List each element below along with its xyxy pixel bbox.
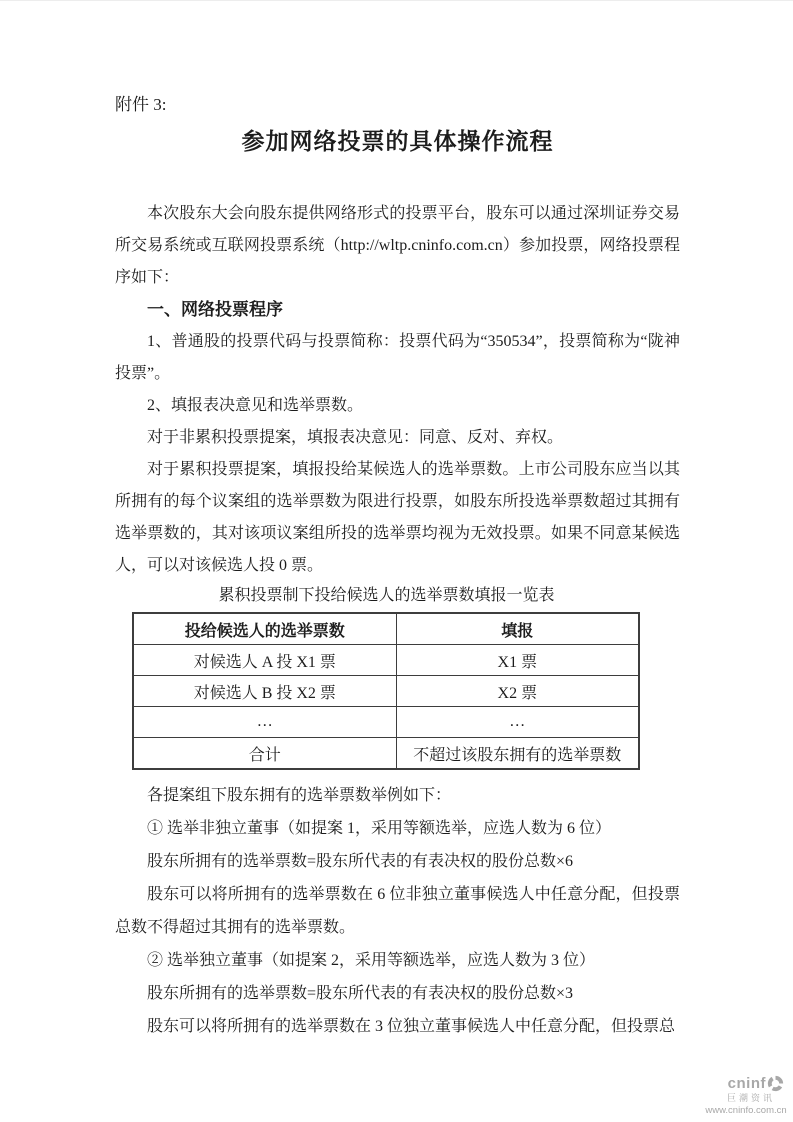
attachment-label: 附件 3:	[115, 95, 167, 114]
table-cell: X1 票	[396, 645, 639, 676]
paragraph-vote-code: 1、普通股的投票代码与投票简称：投票代码为“350534”，投票简称为“陇神投票”。	[115, 333, 680, 382]
paragraph-formula-2: 股东所拥有的选举票数=股东所代表的有表决权的股份总数×3	[147, 985, 574, 1002]
table-row	[133, 707, 639, 738]
table-header-cell-votes: 投给候选人的选举票数	[133, 613, 396, 645]
table-row	[133, 645, 639, 676]
page-title: 参加网络投票的具体操作流程	[241, 128, 554, 154]
cninfo-logo	[702, 1075, 790, 1116]
table-header-cell-fill: 填报	[396, 613, 639, 645]
paragraph-intro: 本次股东大会向股东提供网络形式的投票平台，股东可以通过深圳证券交易所交易系统或互联网投票系统（http://wltp.cninfo.com.cn）参加投票，网络投票程序如下：	[115, 205, 680, 286]
paragraph-formula-1: 股东所拥有的选举票数=股东所代表的有表决权的股份总数×6	[147, 853, 574, 870]
document-content	[115, 94, 680, 1043]
paragraph-example-intro: 各提案组下股东拥有的选举票数举例如下：	[147, 787, 452, 804]
table-caption: 累积投票制下投给候选人的选举票数填报一览表	[218, 587, 555, 604]
paragraph-cumulative: 对于累积投票提案，填报投给某候选人的选举票数。上市公司股东应当以其所拥有的每个议案组的选举票数为限进行投票，如股东所投选举票数超过其拥有选举票数的，其对该项议案组所投的选举票均视为无效投票。如果不同意某候选人，可以对该候选人投 0 票。	[115, 461, 680, 574]
table-cell: 对候选人 A 投 X1 票	[133, 645, 396, 676]
paragraph-item-1: ① 选举非独立董事（如提案 1，采用等额选举，应选人数为 6 位）	[147, 820, 612, 837]
table-cell: …	[133, 707, 396, 738]
cninfo-chinese-name: 巨潮资讯	[726, 1092, 775, 1103]
table-cell: 合计	[133, 738, 396, 770]
examples-section	[115, 779, 680, 1043]
cninfo-url-text: www.cninfo.com.cn	[705, 1104, 787, 1116]
section-heading-1: 一、网络投票程序	[147, 300, 283, 319]
paragraph-fill-opinion: 2、填报表决意见和选举票数。	[147, 397, 364, 414]
table-row	[133, 738, 639, 770]
paragraph-item-2: ② 选举独立董事（如提案 2，采用等额选举，应选人数为 3 位）	[147, 952, 596, 969]
paragraph-rule-1: 股东可以将所拥有的选举票数在 6 位非独立董事候选人中任意分配，但投票总数不得超过其拥有的选举票数。	[115, 886, 680, 936]
table-row	[133, 676, 639, 707]
table-header-row	[133, 613, 639, 645]
paragraph-rule-2-truncated: 股东可以将所拥有的选举票数在 3 位独立董事候选人中任意分配，但投票总	[147, 1018, 676, 1035]
cninfo-swirl-icon	[767, 1075, 784, 1092]
table-cell: …	[396, 707, 639, 738]
table-cell: 不超过该股东拥有的选举票数	[396, 738, 639, 770]
table-cell: 对候选人 B 投 X2 票	[133, 676, 396, 707]
table-cell: X2 票	[396, 676, 639, 707]
cumulative-vote-table	[132, 612, 640, 770]
cninfo-brand-text: cninf	[727, 1074, 766, 1092]
paragraph-noncumulative: 对于非累积投票提案，填报表决意见：同意、反对、弃权。	[147, 429, 564, 446]
cninfo-logo-top	[702, 1075, 790, 1092]
